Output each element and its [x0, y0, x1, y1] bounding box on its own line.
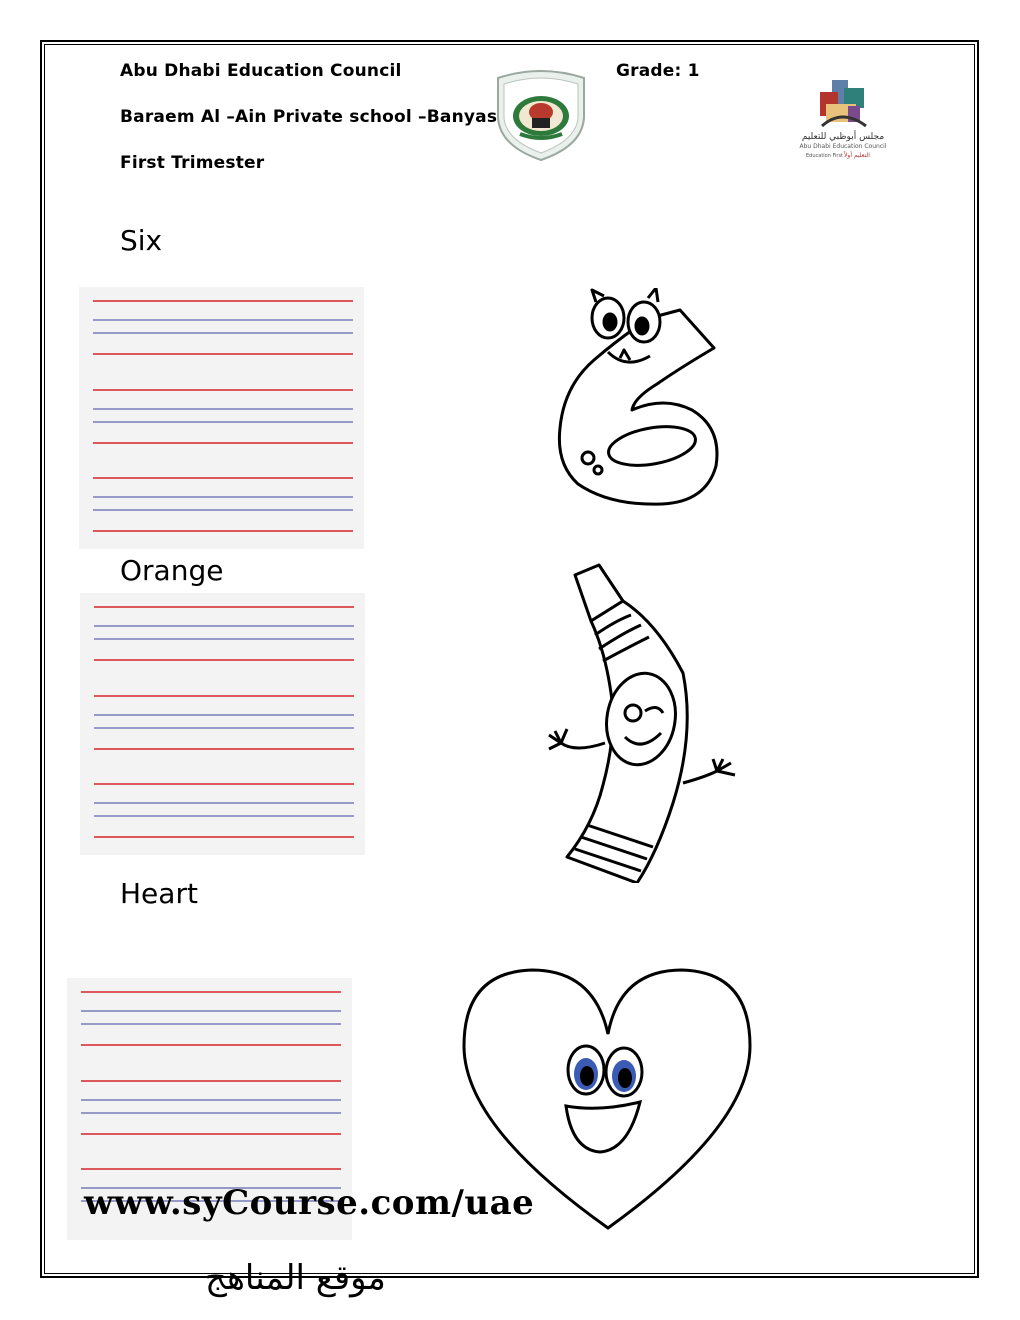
council-logo-tagline: Education First — [806, 153, 844, 159]
watermark-url: www.syCourse.com/uae — [84, 1183, 535, 1223]
council-name: Abu Dhabi Education Council — [120, 61, 402, 81]
council-logo-tagline-arabic: التعليم أولاً — [844, 152, 870, 159]
word-six: Six — [120, 224, 163, 257]
writing-pad-orange[interactable] — [80, 593, 365, 855]
writing-lines — [81, 992, 341, 1201]
word-orange: Orange — [120, 554, 224, 587]
crayon-picture — [545, 563, 740, 887]
grade-label: Grade: 1 — [616, 61, 700, 81]
school-crest-logo — [490, 68, 592, 166]
writing-pad-six[interactable] — [79, 287, 364, 549]
education-council-logo — [792, 78, 894, 166]
word-heart: Heart — [120, 877, 198, 910]
council-logo-english: Abu Dhabi Education Council — [799, 143, 887, 150]
school-name: Baraem Al –Ain Private school –Banyas — [120, 107, 498, 127]
writing-lines — [93, 301, 353, 531]
term-label: First Trimester — [120, 153, 265, 173]
watermark-arabic: موقع المناهج — [205, 1258, 386, 1298]
writing-lines — [94, 607, 354, 837]
council-logo-arabic: مجلس أبوظبي للتعليم — [801, 132, 885, 142]
number-six-picture — [552, 288, 727, 512]
